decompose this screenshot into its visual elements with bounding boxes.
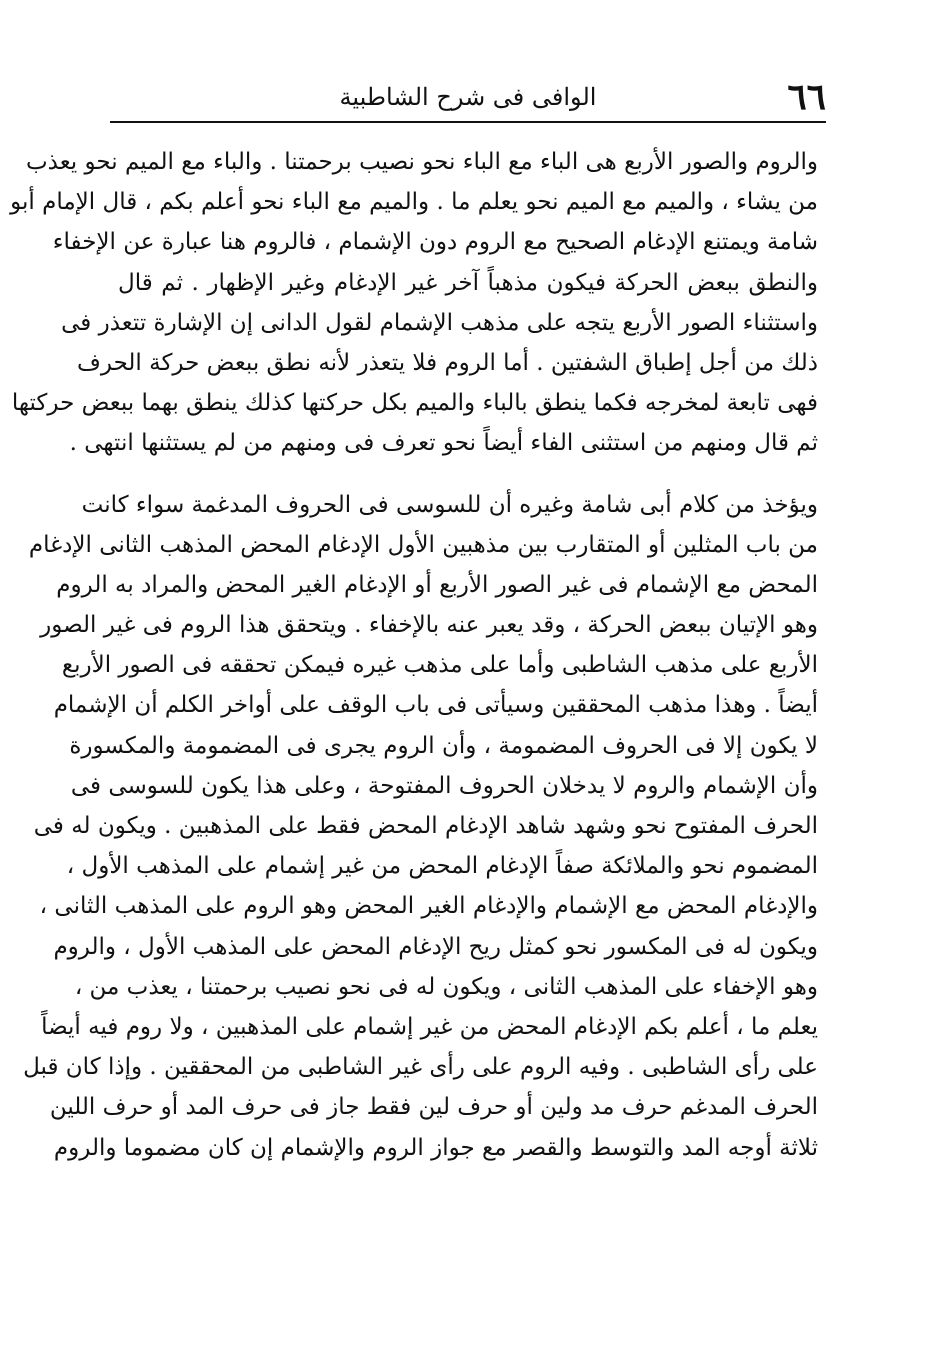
text-line: الحرف المفتوح نحو وشهد شاهد الإدغام المحض فقط على المذهبين . ويكون له فى: [33, 813, 818, 839]
text-line: وهو الإتيان ببعض الحركة ، وقد يعبر عنه بالإخفاء . ويتحقق هذا الروم فى غير الصور: [40, 612, 818, 639]
text-line: على رأى الشاطبى . وفيه الروم على رأى غير الشاطبى من المحققين . وإذا كان قبل: [23, 1054, 818, 1081]
paragraph-2: [23, 485, 818, 1168]
text-line: المحض مع الإشمام فى غير الصور الأربع أو الإدغام الغير المحض والمراد به الروم: [56, 571, 818, 598]
page-header: [110, 74, 826, 120]
text-line: والإدغام المحض مع الإشمام والإدغام الغير المحض وهو الروم على المذهب الثانى ،: [39, 893, 818, 920]
text-line: المضموم نحو والملائكة صفاً الإدغام المحض من غير إشمام على المذهب الأول ،: [66, 853, 818, 880]
text-line: الحرف المدغم حرف مد ولين أو حرف لين فقط جاز فى حرف المد أو حرف اللين: [49, 1094, 818, 1121]
text-line: لا يكون إلا فى الحروف المضمومة ، وأن الروم يجرى فى المضمومة والمكسورة: [69, 732, 818, 759]
text-line: فهى تابعة لمخرجه فكما ينطق بالباء والميم بكل حركتها كذلك ينطق بهما ببعض حركتها: [11, 390, 818, 417]
page-number: ٦٦: [787, 76, 826, 118]
body-text: [10, 142, 818, 1168]
text-line: والنطق ببعض الحركة فيكون مذهباً آخر غير الإدغام وغير الإظهار . ثم قال: [118, 269, 818, 296]
text-line: وهو الإخفاء على المذهب الثانى ، ويكون له فى نحو نصيب برحمتنا ، يعذب من ،: [74, 973, 818, 1000]
text-line: يعلم ما ، أعلم بكم الإدغام المحض من غير إشمام على المذهبين ، ولا روم فيه أيضاً: [41, 1013, 818, 1040]
text-line: أيضاً . وهذا مذهب المحققين وسيأتى فى باب الوقف على أواخر الكلم أن الإشمام: [53, 692, 818, 719]
text-line: من باب المثلين أو المتقارب بين مذهبين الأول الإدغام المحض المذهب الثانى الإدغام: [28, 531, 818, 558]
running-title: الوافى فى شرح الشاطبية: [339, 83, 597, 111]
text-line: ذلك من أجل إطباق الشفتين . أما الروم فلا يتعذر لأنه نطق ببعض حركة الحرف: [77, 349, 818, 376]
text-line: الأربع على مذهب الشاطبى وأما على مذهب غيره فيمكن تحققه فى الصور الأربع: [61, 652, 818, 679]
header-rule: [110, 121, 826, 123]
text-line: من يشاء ، والميم مع الميم نحو يعلم ما . والميم مع الباء نحو أعلم بكم ، قال الإمام أبو: [10, 189, 818, 216]
text-line: ويكون له فى المكسور نحو كمثل ريح الإدغام المحض على المذهب الأول ، والروم: [53, 933, 818, 960]
text-line: ويؤخذ من كلام أبى شامة وغيره أن للسوسى فى الحروف المدغمة سواء كانت: [81, 491, 818, 518]
paragraph-1: [10, 142, 818, 464]
text-line: والروم والصور الأربع هى الباء مع الباء نحو نصيب برحمتنا . والباء مع الميم نحو يعذب: [25, 149, 818, 175]
text-line: ثم قال ومنهم من استثنى الفاء أيضاً نحو تعرف فى ومنهم من لم يستثنها انتهى .: [69, 430, 818, 457]
text-line: ثلاثة أوجه المد والتوسط والقصر مع جواز الروم والإشمام إن كان مضموما والروم: [53, 1134, 818, 1161]
paragraph-gap: [118, 464, 818, 485]
text-line: واستثناء الصور الأربع يتجه على مذهب الإشمام لقول الدانى إن الإشارة تتعذر فى: [61, 309, 818, 336]
text-line: وأن الإشمام والروم لا يدخلان الحروف المفتوحة ، وعلى هذا يكون للسوسى فى: [70, 772, 818, 799]
text-line: شامة ويمتنع الإدغام الصحيح مع الروم دون الإشمام ، فالروم هنا عبارة عن الإخفاء: [52, 229, 818, 256]
